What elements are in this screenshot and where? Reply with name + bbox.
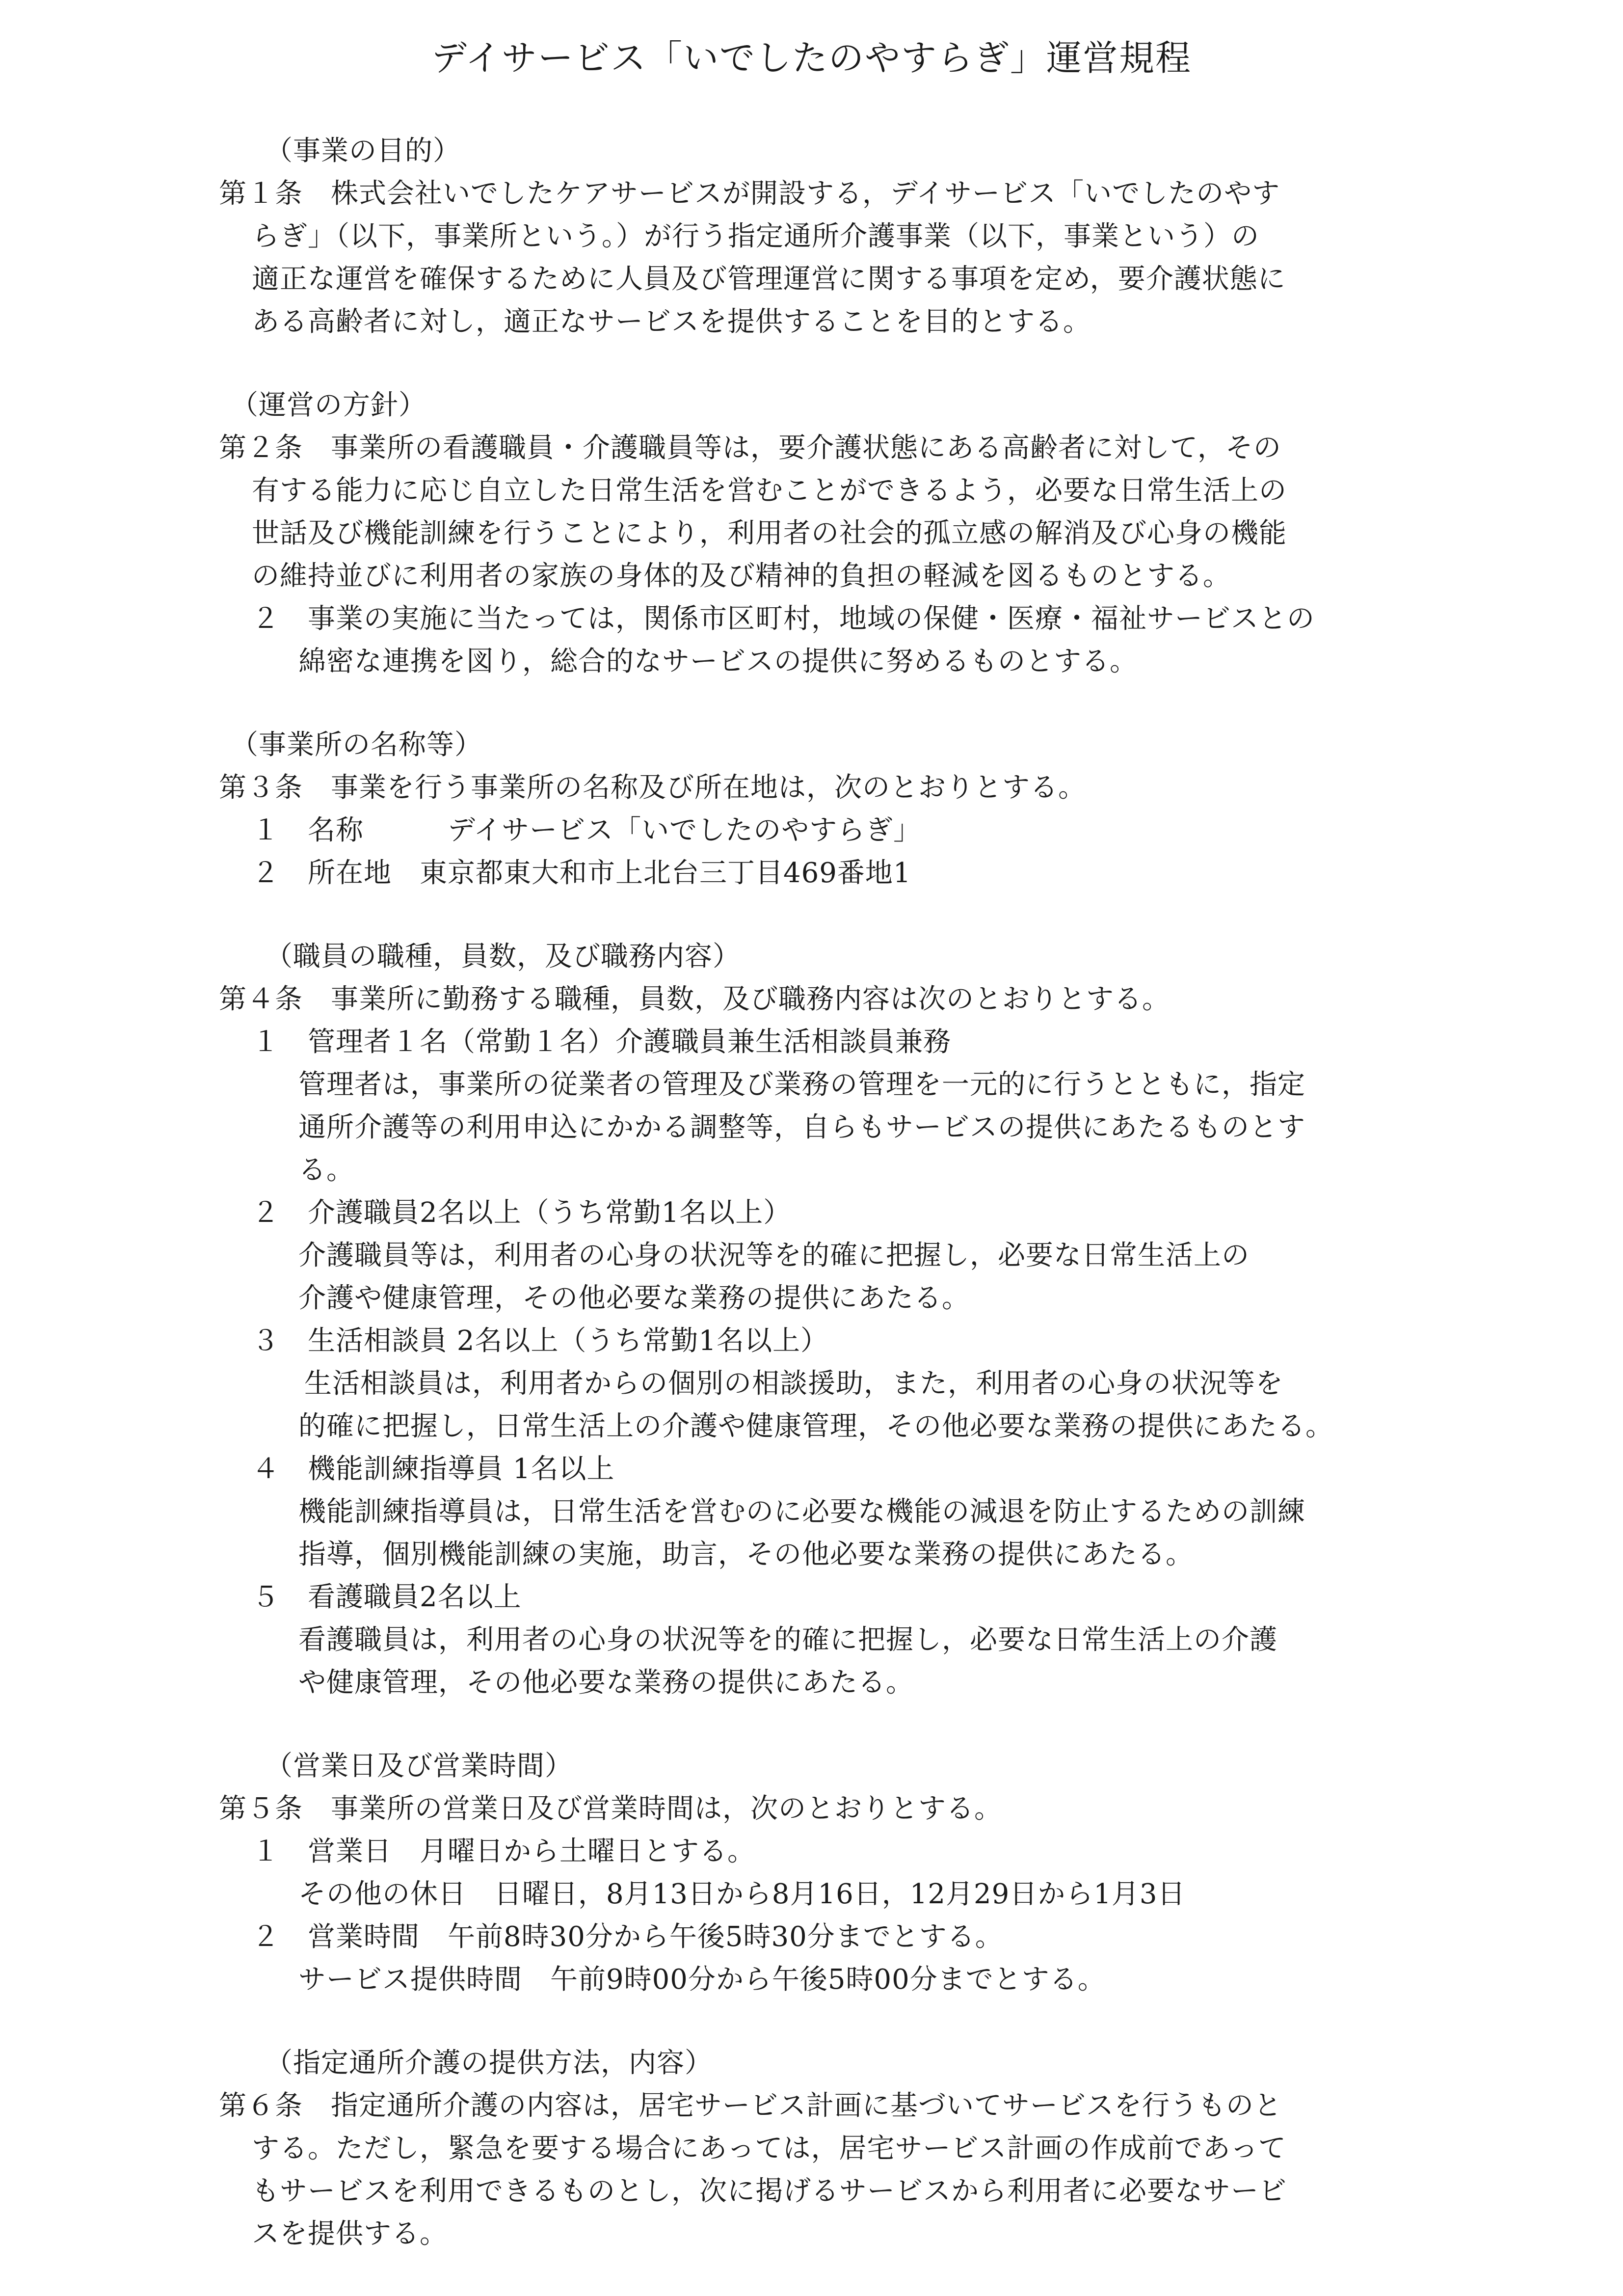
text-line: 第３条 事業を行う事業所の名称及び所在地は，次のとおりとする。	[219, 772, 1086, 804]
text-line: ５ 看護職員2名以上	[252, 1581, 522, 1613]
text-line: 第２条 事業所の看護職員・介護職員等は，要介護状態にある高齢者に対して，その	[219, 432, 1281, 464]
text-line: する。ただし，緊急を要する場合にあっては，居宅サービス計画の作成前であって	[252, 2133, 1286, 2164]
heading-article-4: （職員の職種，員数，及び職務内容）	[265, 941, 741, 972]
text-line: 適正な運営を確保するために人員及び管理運営に関する事項を定め，要介護状態に	[252, 263, 1286, 295]
text-line: 第４条 事業所に勤務する職種，員数，及び職務内容は次のとおりとする。	[219, 983, 1170, 1015]
text-line: の維持並びに利用者の家族の身体的及び精神的負担の軽減を図るものとする。	[252, 560, 1231, 592]
text-line: 介護や健康管理，その他必要な業務の提供にあたる。	[298, 1282, 970, 1314]
text-line: 綿密な連携を図り，総合的なサービスの提供に努めるものとする。	[298, 646, 1138, 677]
text-line: １ 名称 デイサービス「いでしたのやすらぎ」	[252, 814, 922, 846]
text-line: ３ 生活相談員 2名以上（うち常勤1名以上）	[252, 1325, 829, 1357]
text-line: 世話及び機能訓練を行うことにより，利用者の社会的孤立感の解消及び心身の機能	[252, 517, 1287, 549]
heading-article-6: （指定通所介護の提供方法，内容）	[265, 2047, 713, 2079]
document-title: デイサービス「いでしたのやすらぎ」運営規程	[431, 37, 1192, 79]
text-line: る。	[298, 1154, 354, 1186]
text-line: スを提供する。	[252, 2218, 448, 2250]
text-line: ある高齢者に対し，適正なサービスを提供することを目的とする。	[252, 306, 1091, 338]
text-line: 機能訓練指導員は，日常生活を営むのに必要な機能の減退を防止するための訓練	[298, 1496, 1305, 1528]
text-line: 第６条 指定通所介護の内容は，居宅サービス計画に基づいてサービスを行うものと	[219, 2090, 1282, 2122]
text-line: １ 営業日 月曜日から土曜日とする。	[252, 1836, 755, 1867]
text-line: ２ 介護職員2名以上（うち常勤1名以上）	[252, 1197, 792, 1229]
heading-article-1: （事業の目的）	[265, 135, 461, 167]
text-line: や健康管理，その他必要な業務の提供にあたる。	[298, 1667, 914, 1699]
text-line: その他の休日 日曜日，8月13日から8月16日，12月29日から1月3日	[298, 1878, 1186, 1910]
heading-article-3: （事業所の名称等）	[231, 729, 482, 761]
text-line: 通所介護等の利用申込にかかる調整等，自らもサービスの提供にあたるものとす	[298, 1111, 1305, 1143]
text-line: 有する能力に応じ自立した日常生活を営むことができるよう，必要な日常生活上の	[252, 475, 1287, 507]
text-line: 生活相談員は，利用者からの個別の相談援助，また，利用者の心身の状況等を	[304, 1368, 1283, 1400]
text-line: 的確に把握し，日常生活上の介護や健康管理，その他必要な業務の提供にあたる。	[298, 1410, 1333, 1442]
text-line: ４ 機能訓練指導員 1名以上	[252, 1453, 615, 1485]
text-line: サービス提供時間 午前9時00分から午後5時00分までとする。	[298, 1964, 1106, 1996]
text-line: 介護職員等は，利用者の心身の状況等を的確に把握し，必要な日常生活上の	[298, 1240, 1250, 1271]
text-line: らぎ」（以下，事業所という。）が行う指定通所介護事業（以下，事業という）の	[252, 220, 1259, 252]
text-line: 第５条 事業所の営業日及び営業時間は，次のとおりとする。	[219, 1793, 1002, 1825]
text-line: 第１条 株式会社いでしたケアサービスが開設する，デイサービス「いでしたのやす	[219, 178, 1280, 210]
text-line: １ 管理者１名（常勤１名）介護職員兼生活相談員兼務	[252, 1026, 951, 1058]
text-line: 指導，個別機能訓練の実施，助言，その他必要な業務の提供にあたる。	[298, 1539, 1194, 1570]
text-line: 管理者は，事業所の従業者の管理及び業務の管理を一元的に行うとともに，指定	[298, 1069, 1305, 1101]
heading-article-2: （運営の方針）	[231, 389, 426, 421]
text-line: もサービスを利用できるものとし，次に掲げるサービスから利用者に必要なサービ	[252, 2175, 1287, 2207]
text-line: ２ 事業の実施に当たっては，関係市区町村，地域の保健・医療・福祉サービスとの	[252, 603, 1315, 635]
text-line: ２ 所在地 東京都東大和市上北台三丁目469番地1	[252, 857, 911, 889]
text-line: ２ 営業時間 午前8時30分から午後5時30分までとする。	[252, 1921, 1003, 1953]
heading-article-5: （営業日及び営業時間）	[265, 1750, 573, 1782]
text-line: 看護職員は，利用者の心身の状況等を的確に把握し，必要な日常生活上の介護	[298, 1624, 1277, 1656]
